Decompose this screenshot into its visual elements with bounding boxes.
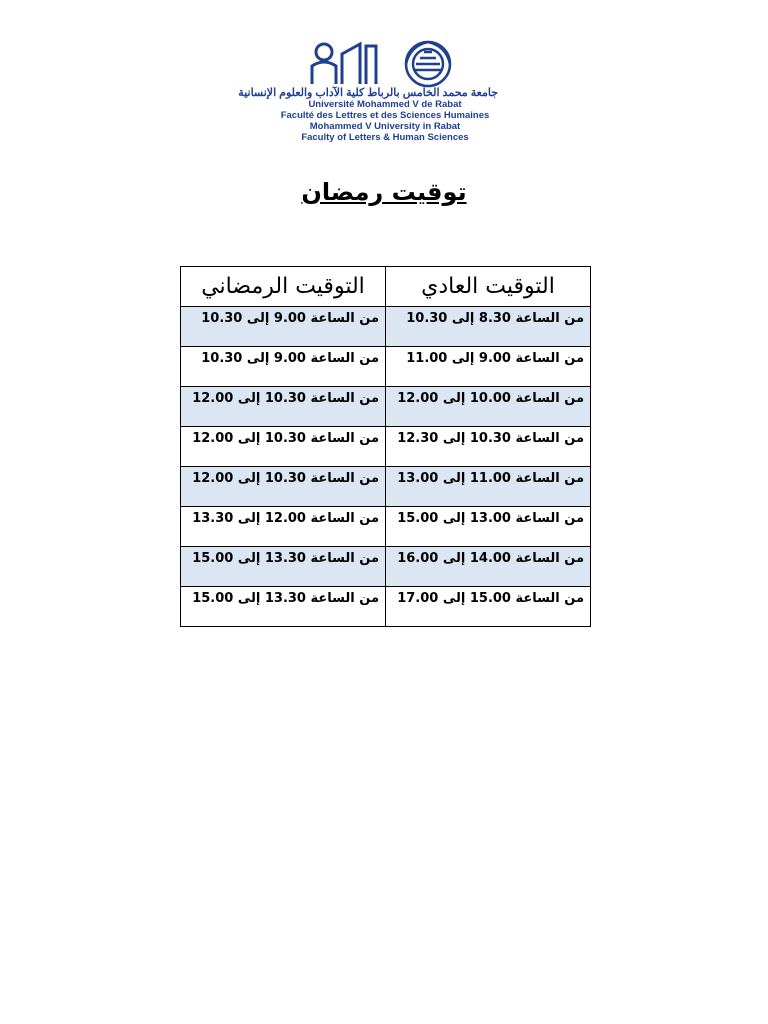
ramadan-time-cell: من الساعة 12.00 إلى 13.30 xyxy=(181,507,386,547)
ramadan-time-cell: من الساعة 13.30 إلى 15.00 xyxy=(181,587,386,627)
regular-time-cell: من الساعة 8.30 إلى 10.30 xyxy=(386,307,591,347)
table-row xyxy=(181,427,591,467)
regular-time-cell: من الساعة 14.00 إلى 16.00 xyxy=(386,547,591,587)
logo-arabic-text: جامعة محمد الخامس بالرباط كلية الآداب والعلوم الإنسانية xyxy=(238,87,498,99)
ramadan-time-cell: من الساعة 10.30 إلى 12.00 xyxy=(181,427,386,467)
regular-time-cell: من الساعة 10.30 إلى 12.30 xyxy=(386,427,591,467)
table-row xyxy=(181,547,591,587)
logo-english-line-2: Faculty of Letters & Human Sciences xyxy=(301,132,469,143)
university-logo xyxy=(238,40,498,144)
table-row xyxy=(181,507,591,547)
regular-time-cell: من الساعة 13.00 إلى 15.00 xyxy=(386,507,591,547)
regular-time-cell: من الساعة 9.00 إلى 11.00 xyxy=(386,347,591,387)
column-header-ramadan: التوقيت الرمضاني xyxy=(181,267,386,307)
ramadan-time-cell: من الساعة 9.00 إلى 10.30 xyxy=(181,307,386,347)
regular-time-cell: من الساعة 15.00 إلى 17.00 xyxy=(386,587,591,627)
regular-time-cell: من الساعة 11.00 إلى 13.00 xyxy=(386,467,591,507)
table-header-row xyxy=(181,267,591,307)
regular-time-cell: من الساعة 10.00 إلى 12.00 xyxy=(386,387,591,427)
column-header-regular: التوقيت العادي xyxy=(386,267,591,307)
table-row xyxy=(181,587,591,627)
logo-emblem-icon xyxy=(302,40,472,90)
schedule-table xyxy=(180,266,591,627)
ramadan-time-cell: من الساعة 13.30 إلى 15.00 xyxy=(181,547,386,587)
page-title: توقيت رمضان xyxy=(301,178,467,206)
table-row xyxy=(181,307,591,347)
logo-french-line-2: Faculté des Lettres et des Sciences Humaines xyxy=(280,110,490,121)
table-row xyxy=(181,347,591,387)
logo-french-line-1: Université Mohammed V de Rabat xyxy=(308,99,462,110)
ramadan-time-cell: من الساعة 10.30 إلى 12.00 xyxy=(181,387,386,427)
table-row xyxy=(181,387,591,427)
ramadan-time-cell: من الساعة 9.00 إلى 10.30 xyxy=(181,347,386,387)
ramadan-time-cell: من الساعة 10.30 إلى 12.00 xyxy=(181,467,386,507)
logo-english-line-1: Mohammed V University in Rabat xyxy=(309,121,461,132)
table-row xyxy=(181,467,591,507)
